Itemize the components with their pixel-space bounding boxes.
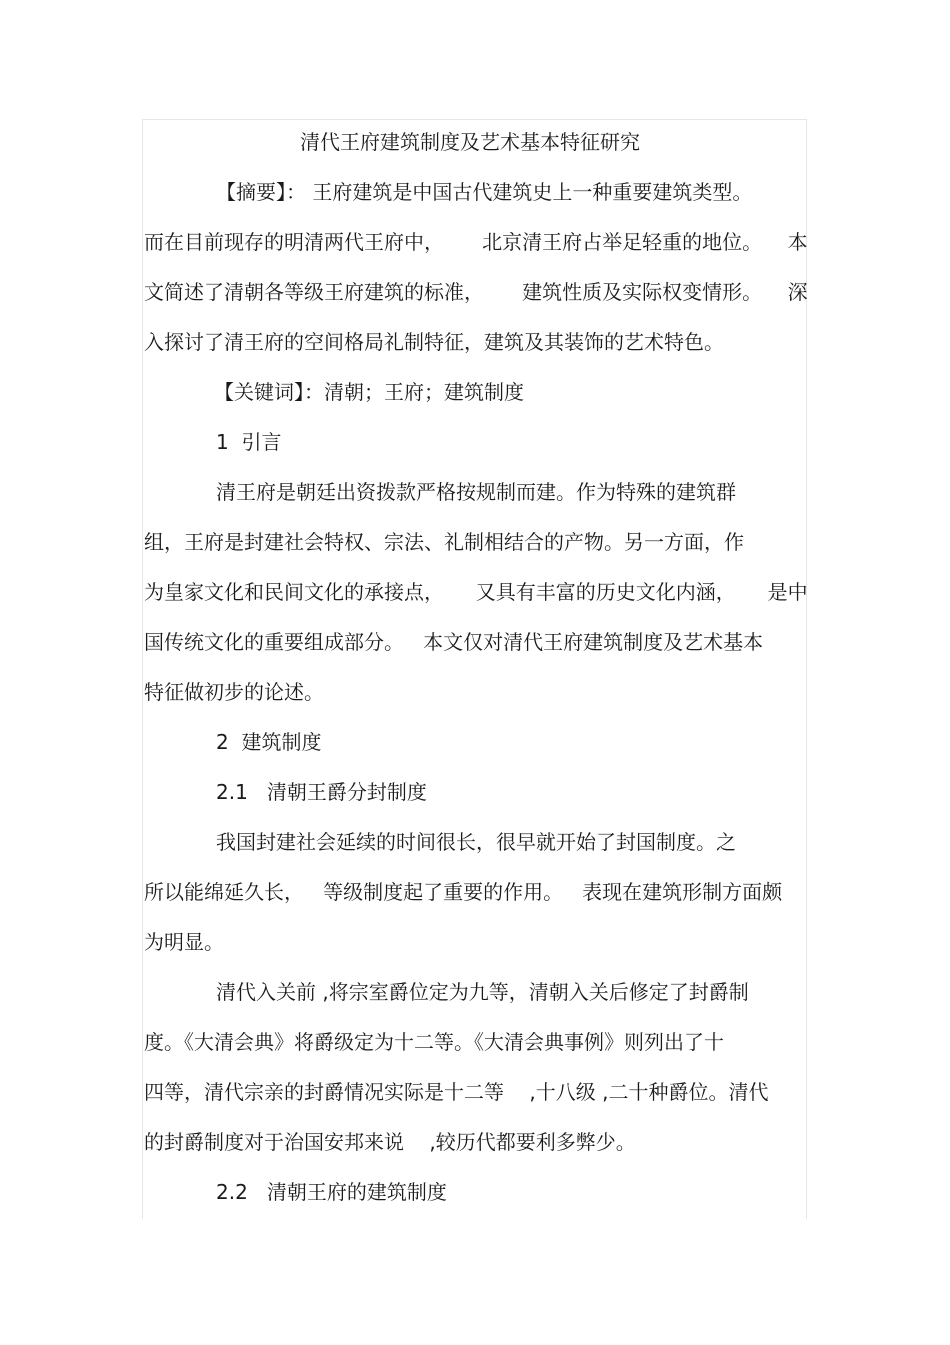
abstract-line-1: 【摘要】： 王府建筑是中国古代建筑史上一种重要建筑类型。: [216, 180, 753, 204]
keywords-line: 【关键词】：清朝；王府；建筑制度: [214, 380, 524, 404]
paragraph-line: 度。《大清会典》将爵级定为十二等。《大清会典事例》则列出了十: [144, 1030, 724, 1054]
paragraph-line: 我国封建社会延续的时间很长，很早就开始了封国制度。之: [216, 830, 736, 854]
paragraph-line: 的封爵制度对于治国安邦来说 ,较历代都要利多弊少。: [144, 1130, 636, 1154]
paragraph-line: 特征做初步的论述。: [144, 680, 324, 704]
section-heading-2: 2 建筑制度: [216, 730, 322, 754]
paragraph-line: 所以能绵延久长， 等级制度起了重要的作用。 表现在建筑形制方面颇: [144, 880, 783, 904]
paragraph-line: 清王府是朝廷出资拨款严格按规制而建。作为特殊的建筑群: [216, 480, 736, 504]
paragraph-line: 清代入关前 ,将宗室爵位定为九等，清朝入关后修定了封爵制: [216, 980, 749, 1004]
paragraph-line: 组，王府是封建社会特权、宗法、礼制相结合的产物。另一方面，作: [144, 530, 744, 554]
paragraph-line: 国传统文化的重要组成部分。 本文仅对清代王府建筑制度及艺术基本: [144, 630, 764, 654]
paragraph-line: 四等，清代宗亲的封爵情况实际是十二等 ,十八级 ,二十种爵位。清代: [144, 1080, 769, 1104]
section-heading-1: 1 引言: [216, 430, 282, 454]
subsection-heading-2-2: 2.2 清朝王府的建筑制度: [216, 1180, 447, 1204]
abstract-line-3: 文简述了清朝各等级王府建筑的标准， 建筑性质及实际权变情形。 深: [144, 280, 808, 304]
subsection-heading-2-1: 2.1 清朝王爵分封制度: [216, 780, 427, 804]
abstract-line-4: 入探讨了清王府的空间格局礼制特征，建筑及其装饰的艺术特色。: [144, 330, 724, 354]
paragraph-line: 为明显。: [144, 930, 224, 954]
document-title: 清代王府建筑制度及艺术基本特征研究: [300, 130, 640, 154]
paragraph-line: 为皇家文化和民间文化的承接点， 又具有丰富的历史文化内涵， 是中: [144, 580, 808, 604]
abstract-line-2: 而在目前现存的明清两代王府中， 北京清王府占举足轻重的地位。 本: [144, 230, 808, 254]
